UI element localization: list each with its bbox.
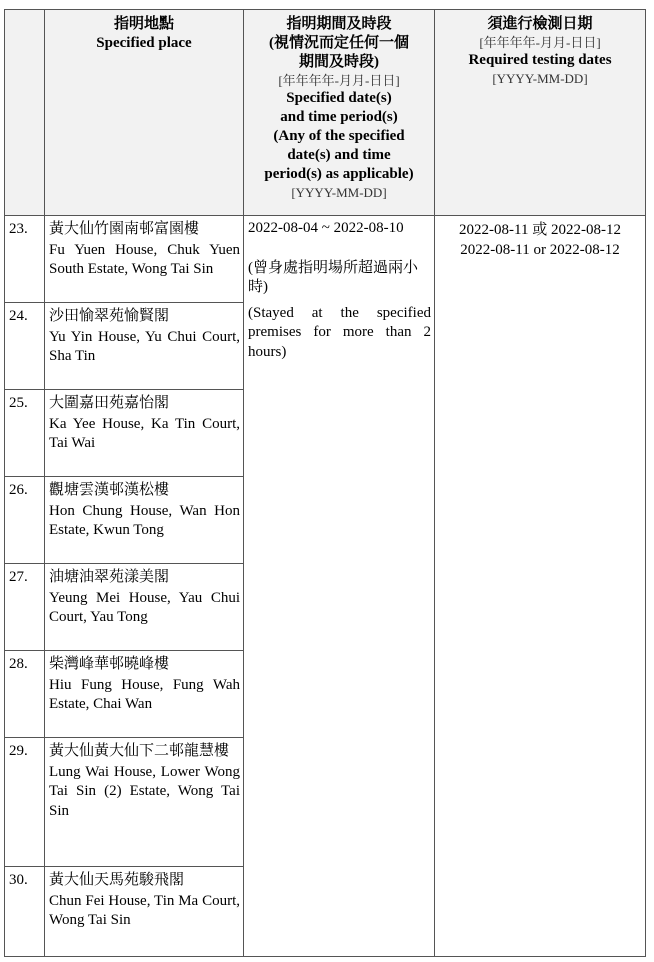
header-period-zh-2: (視情況而定任何一個 bbox=[269, 35, 409, 51]
header-place-cell bbox=[45, 10, 244, 216]
header-testing-format-zh: [年年年年-月月-日日] bbox=[479, 35, 601, 50]
header-number-cell bbox=[5, 10, 45, 216]
header-period-en-4: date(s) and time bbox=[287, 147, 391, 163]
place-name-zh: 觀塘雲漢邨漢松樓 bbox=[49, 482, 170, 498]
place-cell bbox=[45, 477, 244, 564]
place-cell bbox=[45, 390, 244, 477]
header-period-cell bbox=[244, 10, 435, 216]
place-name-en: Yu Yin House, Yu Chui Court, Sha Tin bbox=[49, 328, 240, 364]
place-name-zh: 油塘油翠苑漾美閣 bbox=[49, 569, 170, 585]
row-number: 30. bbox=[5, 867, 45, 957]
row-number: 29. bbox=[5, 738, 45, 867]
row-number: 27. bbox=[5, 564, 45, 651]
place-name-en: Hon Chung House, Wan Hon Estate, Kwun Tong bbox=[49, 502, 240, 538]
place-cell bbox=[45, 867, 244, 957]
header-period-en-2: and time period(s) bbox=[280, 109, 398, 125]
header-testing-en: Required testing dates bbox=[468, 52, 612, 68]
table-row bbox=[5, 216, 646, 303]
place-name-zh: 黃大仙竹園南邨富園樓 bbox=[49, 221, 200, 237]
place-cell bbox=[45, 564, 244, 651]
header-testing-format-en: [YYYY-MM-DD] bbox=[492, 71, 588, 86]
testing-dates-en: 2022-08-11 or 2022-08-12 bbox=[460, 242, 620, 258]
header-place-zh: 指明地點 bbox=[113, 16, 174, 32]
place-name-zh: 黃大仙天馬苑駿飛閣 bbox=[49, 872, 185, 888]
header-period-en-5: period(s) as applicable) bbox=[264, 166, 414, 182]
header-period-zh-1: 指明期間及時段 bbox=[286, 16, 392, 32]
row-number: 23. bbox=[5, 216, 45, 303]
place-name-en: Chun Fei House, Tin Ma Court, Wong Tai Sin bbox=[49, 892, 240, 928]
row-number: 26. bbox=[5, 477, 45, 564]
row-number: 25. bbox=[5, 390, 45, 477]
header-period-zh-3: 期間及時段) bbox=[299, 54, 379, 70]
header-testing-cell bbox=[435, 10, 646, 216]
place-cell bbox=[45, 651, 244, 738]
header-period-format-zh: [年年年年-月月-日日] bbox=[278, 73, 400, 88]
header-place-en: Specified place bbox=[96, 35, 192, 51]
header-period-en-3: (Any of the specified bbox=[273, 128, 405, 144]
header-row bbox=[5, 10, 646, 216]
premises-table bbox=[4, 9, 646, 957]
header-period-format-en: [YYYY-MM-DD] bbox=[291, 185, 387, 200]
testing-dates-zh: 2022-08-11 或 2022-08-12 bbox=[459, 222, 621, 238]
place-name-zh: 大圍嘉田苑嘉怡閣 bbox=[49, 395, 170, 411]
place-name-en: Fu Yuen House, Chuk Yuen South Estate, Wong Tai Sin bbox=[49, 241, 240, 277]
place-cell bbox=[45, 216, 244, 303]
header-testing-zh: 須進行檢測日期 bbox=[487, 16, 593, 32]
period-note-en: (Stayed at the specified premises for more than 2 hours) bbox=[248, 304, 431, 360]
period-note-zh: (曾身處指明場所超過兩小時) bbox=[248, 259, 418, 295]
header-period-en-1: Specified date(s) bbox=[286, 90, 392, 106]
place-cell bbox=[45, 738, 244, 867]
row-number: 24. bbox=[5, 303, 45, 390]
place-name-en: Ka Yee House, Ka Tin Court, Tai Wai bbox=[49, 415, 240, 451]
place-cell bbox=[45, 303, 244, 390]
place-name-en: Hiu Fung House, Fung Wah Estate, Chai Wan bbox=[49, 676, 240, 712]
row-number: 28. bbox=[5, 651, 45, 738]
place-name-zh: 黃大仙黃大仙下二邨龍慧樓 bbox=[49, 743, 230, 759]
period-date-range: 2022-08-04 ~ 2022-08-10 bbox=[248, 220, 404, 236]
place-name-en: Lung Wai House, Lower Wong Tai Sin (2) Estate, Wong Tai Sin bbox=[49, 763, 240, 819]
testing-dates-cell bbox=[435, 216, 646, 957]
place-name-en: Yeung Mei House, Yau Chui Court, Yau Tong bbox=[49, 589, 240, 625]
place-name-zh: 沙田愉翠苑愉賢閣 bbox=[49, 308, 170, 324]
period-cell bbox=[244, 216, 435, 957]
place-name-zh: 柴灣峰華邨曉峰樓 bbox=[49, 656, 170, 672]
